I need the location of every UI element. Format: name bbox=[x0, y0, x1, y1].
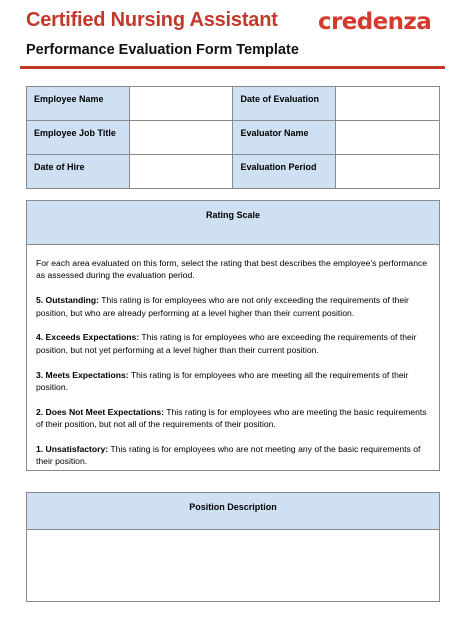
rating-item-meets-expectations bbox=[36, 369, 430, 394]
date-of-hire-label: Date of Hire bbox=[27, 155, 130, 189]
table-row bbox=[27, 121, 440, 155]
rating-item-text: This rating is for employees who are meeting the basic requirements of their position, but not all of the requirements of their position. bbox=[36, 406, 427, 430]
rating-scale-section bbox=[26, 200, 440, 471]
evaluator-name-label: Evaluator Name bbox=[233, 121, 336, 155]
position-description-section bbox=[26, 492, 440, 602]
rating-scale-body bbox=[27, 245, 439, 468]
form-subtitle: Performance Evaluation Form Template bbox=[26, 42, 299, 58]
date-of-evaluation-label: Date of Evaluation bbox=[233, 87, 336, 121]
rating-item-label: 1. Unsatisfactory: bbox=[36, 444, 109, 455]
rating-item-does-not-meet-expectations bbox=[36, 406, 430, 431]
rating-item-exceeds-expectations bbox=[36, 331, 430, 356]
rating-item-text: This rating is for employees who are exceeding the requirements of their position, but not yet performing at a level higher than their current position. bbox=[36, 332, 417, 355]
table-row bbox=[27, 87, 440, 121]
rating-item-label: 4. Exceeds Expectations: bbox=[36, 332, 140, 343]
form-title: Certified Nursing Assistant bbox=[26, 9, 278, 31]
position-description-field[interactable] bbox=[27, 530, 439, 592]
credenza-logo: credenza bbox=[318, 9, 432, 35]
rating-item-outstanding bbox=[36, 294, 430, 319]
rating-item-unsatisfactory bbox=[36, 443, 430, 468]
header-divider bbox=[20, 66, 445, 69]
evaluation-period-field[interactable] bbox=[336, 155, 440, 189]
date-of-hire-field[interactable] bbox=[129, 155, 233, 189]
rating-item-text: This rating is for employees who are meeting all the requirements of their position. bbox=[36, 369, 409, 393]
employee-name-label: Employee Name bbox=[27, 87, 130, 121]
employee-info-table bbox=[26, 86, 440, 189]
employee-name-field[interactable] bbox=[129, 87, 233, 121]
employee-job-title-field[interactable] bbox=[129, 121, 233, 155]
rating-scale-intro: For each area evaluated on this form, select the rating that best describes the employee’s performance as assessed during the evaluation period. bbox=[36, 258, 428, 281]
rating-item-label: 5. Outstanding: bbox=[36, 295, 100, 306]
evaluation-period-label: Evaluation Period bbox=[233, 155, 336, 189]
date-of-evaluation-field[interactable] bbox=[336, 87, 440, 121]
rating-item-label: 3. Meets Expectations: bbox=[36, 369, 129, 380]
position-description-header: Position Description bbox=[27, 493, 439, 530]
evaluator-name-field[interactable] bbox=[336, 121, 440, 155]
table-row bbox=[27, 155, 440, 189]
rating-item-text: This rating is for employees who are not only exceeding the requirements of their position, but who are already performing at a level higher than their current position. bbox=[36, 295, 409, 318]
rating-item-label: 2. Does Not Meet Expectations: bbox=[36, 406, 164, 417]
rating-item-text: This rating is for employees who are not meeting any of the basic requirements of their position. bbox=[36, 444, 421, 467]
employee-job-title-label: Employee Job Title bbox=[27, 121, 130, 155]
rating-scale-header: Rating Scale bbox=[27, 201, 439, 245]
